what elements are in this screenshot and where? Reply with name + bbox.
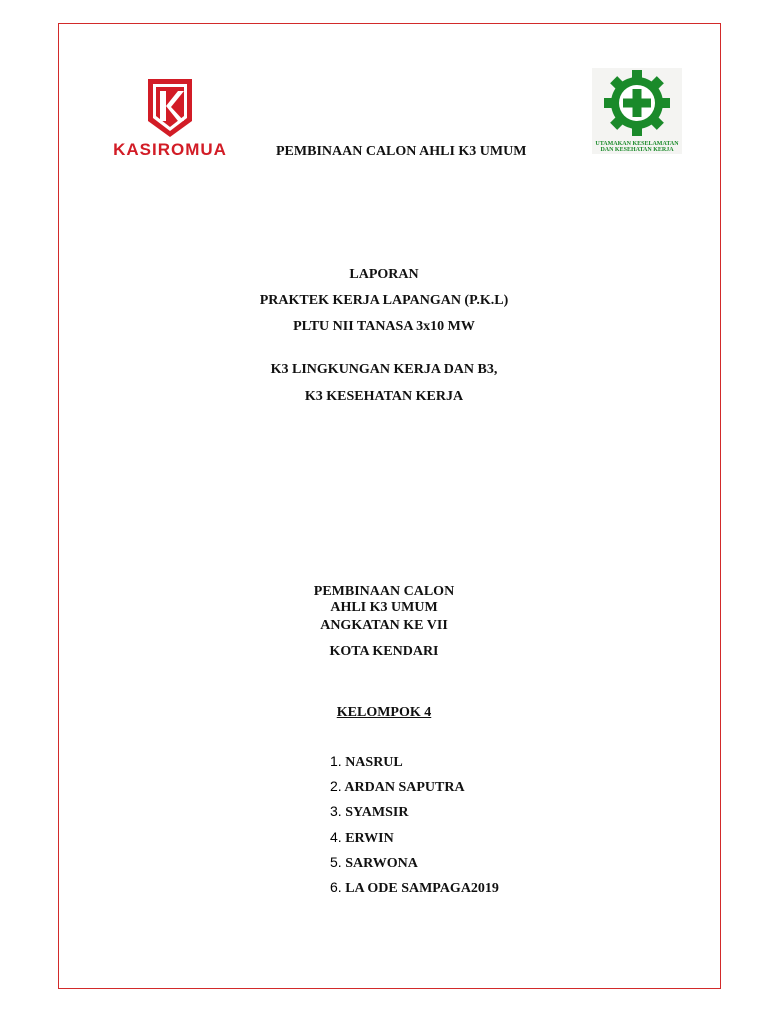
member-number: 2. <box>330 778 342 795</box>
list-item <box>330 777 499 802</box>
member-name: ERWIN <box>345 830 394 846</box>
member-name: NASRUL <box>345 755 403 770</box>
k3-gear-cross-icon <box>592 68 682 154</box>
program-line-1: PEMBINAAN CALON <box>313 584 455 599</box>
list-item <box>330 828 499 853</box>
member-name: ARDAN SAPUTRA <box>344 780 465 796</box>
member-number: 1. <box>330 753 342 769</box>
program-batch: ANGKATAN KE VII <box>320 618 448 633</box>
member-name: SARWONA <box>345 855 418 871</box>
list-item <box>330 853 499 878</box>
kasiromua-shield-icon <box>100 77 240 159</box>
kasiromua-logo <box>100 77 240 159</box>
member-number: 5. <box>330 853 342 870</box>
header-title: PEMBINAAN CALON AHLI K3 UMUM <box>276 144 527 159</box>
report-topic-1: K3 LINGKUNGAN KERJA DAN B3, <box>270 362 498 377</box>
member-name: SYAMSIR <box>345 805 409 821</box>
member-name: LA ODE SAMPAGA2019 <box>345 880 499 896</box>
k3-slogan-line1: UTAMAKAN KESELAMATAN <box>595 141 679 147</box>
report-location: PLTU NII TANASA 3x10 MW <box>293 319 475 334</box>
team-title: KELOMPOK 4 <box>336 705 432 720</box>
member-number: 4. <box>330 828 342 845</box>
list-item <box>330 802 499 827</box>
member-list <box>330 752 499 903</box>
program-city: KOTA KENDARI <box>329 644 439 659</box>
report-topic-2: K3 KESEHATAN KERJA <box>304 389 464 404</box>
k3-logo <box>592 68 682 154</box>
report-label: LAPORAN <box>349 267 419 282</box>
kasiromua-wordmark: KASIROMUA <box>113 140 227 159</box>
report-type: PRAKTEK KERJA LAPANGAN (P.K.L) <box>259 293 509 308</box>
program-line-2: AHLI K3 UMUM <box>330 600 438 615</box>
list-item <box>330 752 499 777</box>
member-number: 6. <box>330 878 342 895</box>
member-number: 3. <box>330 803 342 820</box>
k3-slogan-line2: DAN KESEHATAN KERJA <box>600 147 674 153</box>
list-item <box>330 878 499 903</box>
